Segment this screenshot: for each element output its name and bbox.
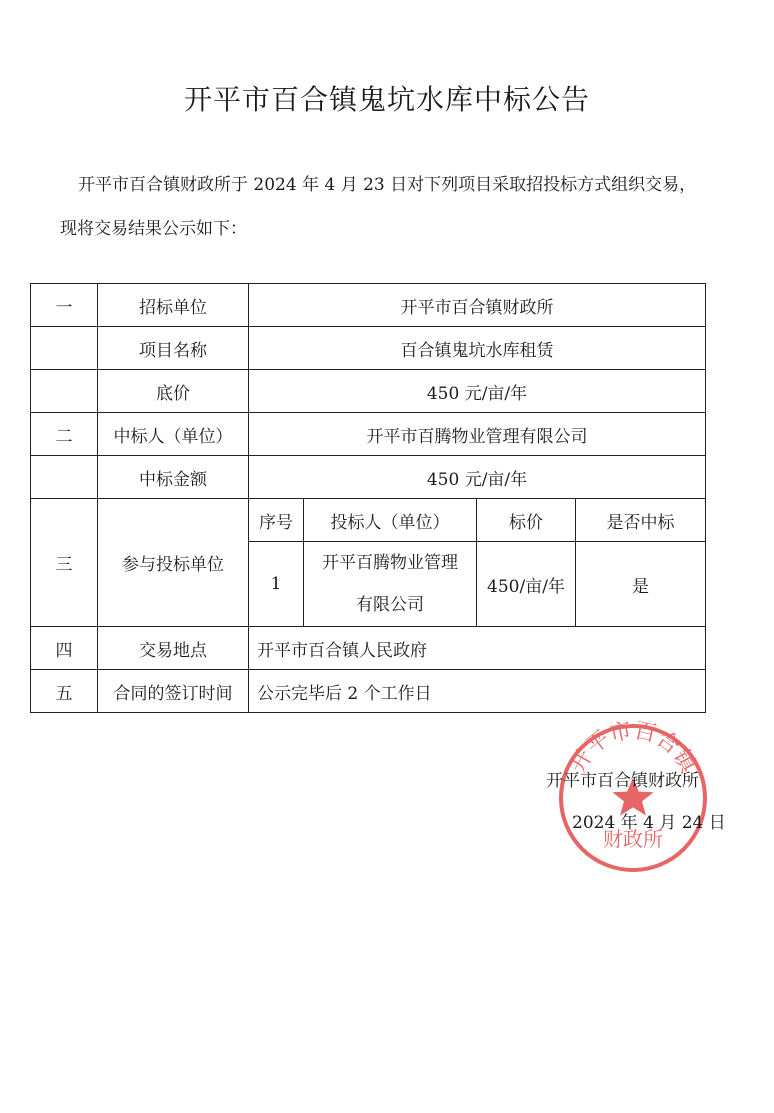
bidder-name	[304, 542, 477, 627]
header-seq: 序号	[259, 512, 293, 533]
row-number	[31, 456, 98, 499]
seal-bottom-text: 财政所	[603, 827, 663, 851]
row-value: 开平市百合镇人民政府	[249, 627, 706, 670]
page-title: 开平市百合镇鬼坑水库中标公告	[183, 83, 590, 116]
table-row	[31, 370, 706, 413]
signature-org: 开平市百合镇财政所	[546, 771, 699, 791]
row-number: 三	[31, 499, 98, 627]
table-row	[31, 284, 706, 327]
table-row	[31, 499, 706, 627]
header-won: 是否中标	[576, 499, 706, 542]
bidder-price: 450/亩/年	[477, 542, 576, 627]
header-bidder: 投标人（单位）	[304, 499, 477, 542]
official-seal	[553, 718, 713, 878]
row-value: 公示完毕后 2 个工作日	[249, 670, 706, 713]
intro-line-1: 开平市百合镇财政所于 2024 年 4 月 23 日对下列项目采取招投标方式组织交易，	[78, 175, 697, 195]
row-label: 中标人（单位）	[98, 413, 249, 456]
row-label: 项目名称	[98, 327, 249, 370]
row-number: 二	[31, 413, 98, 456]
row-label: 参与投标单位	[98, 499, 249, 627]
result-table	[30, 283, 706, 713]
bidder-won: 是	[576, 542, 706, 627]
table-row	[31, 327, 706, 370]
row-label: 交易地点	[98, 627, 249, 670]
bidders-cell	[249, 499, 706, 627]
table-row	[31, 627, 706, 670]
row-value: 450 元/亩/年	[249, 370, 706, 413]
row-value: 开平市百腾物业管理有限公司	[249, 413, 706, 456]
row-number	[31, 370, 98, 413]
row-number: 五	[31, 670, 98, 713]
row-number	[31, 327, 98, 370]
table-row	[31, 670, 706, 713]
bidder-name-line-1: 开平百腾物业管理	[322, 553, 458, 573]
bidders-header-row	[249, 499, 705, 542]
bidders-table	[249, 499, 705, 626]
row-label: 合同的签订时间	[98, 670, 249, 713]
table-row	[31, 456, 706, 499]
row-label: 底价	[98, 370, 249, 413]
header-price: 标价	[477, 499, 576, 542]
bidder-row	[249, 542, 705, 627]
row-value: 百合镇鬼坑水库租赁	[249, 327, 706, 370]
row-number: 四	[31, 627, 98, 670]
intro-line-2: 现将交易结果公示如下：	[60, 219, 247, 239]
bidder-seq: 1	[249, 542, 304, 627]
table-row	[31, 413, 706, 456]
signature-date: 2024 年 4 月 24 日	[572, 813, 726, 833]
row-value: 450 元/亩/年	[249, 456, 706, 499]
row-value: 开平市百合镇财政所	[249, 284, 706, 327]
intro-paragraph	[60, 163, 740, 251]
bidder-name-line-2: 有限公司	[356, 595, 424, 615]
row-label: 招标单位	[98, 284, 249, 327]
row-number: 一	[31, 284, 98, 327]
row-label: 中标金额	[98, 456, 249, 499]
seal-top-text: 开平市百合镇	[565, 718, 701, 778]
